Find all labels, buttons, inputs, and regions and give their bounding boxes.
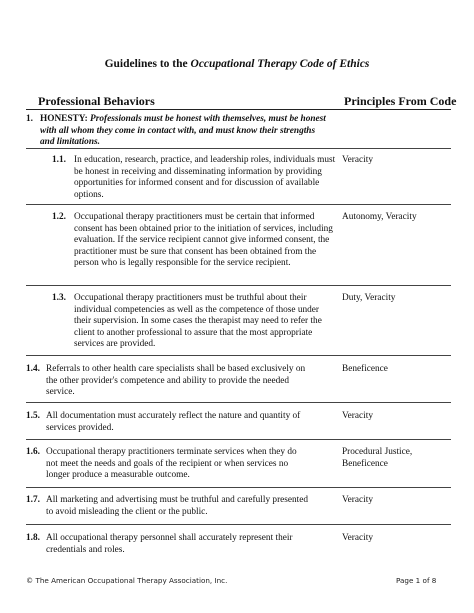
guideline-principle: Autonomy, Veracity	[342, 212, 417, 222]
guideline-number: 1.7.	[26, 495, 40, 505]
guideline-number: 1.1.	[52, 155, 66, 165]
guideline-text: In education, research, practice, and leadership roles, individuals must be honest in receiving and disseminating information by providing opportunities for informed consent and for discussion of available options.	[74, 155, 336, 200]
guideline-principle: Veracity	[342, 155, 373, 165]
section-number: 1.	[26, 114, 33, 124]
row-divider	[26, 487, 451, 488]
guideline-number: 1.8.	[26, 533, 40, 543]
guideline-text: All marketing and advertising must be truthful and carefully presented to avoid misleading the client or the public.	[46, 495, 309, 517]
guideline-text: Occupational therapy practitioners terminate services when they do not meet the needs and goals of the recipient or when services no longer produce a measurable outcome.	[46, 447, 297, 481]
guideline-number: 1.5.	[26, 411, 40, 421]
guideline-text: Occupational therapy practitioners must be certain that informed consent has been obtained prior to the initiation of services, including evaluation. If the service recipient cannot give informed consent, the practitioner must be sure that consent has been obtained from the person who is legally responsible for the service recipient.	[74, 212, 333, 269]
footer-page-number: Page 1 of 8	[396, 576, 437, 585]
guideline-number: 1.3.	[52, 293, 66, 303]
row-divider	[26, 204, 451, 205]
guideline-principle: Duty, Veracity	[342, 293, 396, 303]
guideline-text: All occupational therapy personnel shall accurately represent their credentials and roles.	[46, 533, 293, 555]
header-divider	[26, 109, 451, 110]
row-divider	[26, 439, 451, 440]
page-title-italic: Occupational Therapy Code of Ethics	[190, 58, 370, 70]
guideline-text: Referrals to other health care specialists shall be based exclusively on the other provider's competence and ability to provide the needed service.	[46, 364, 306, 398]
page-title-prefix: Guidelines to the	[104, 58, 191, 70]
guideline-principle: Beneficence	[342, 364, 388, 374]
row-divider	[26, 524, 451, 525]
guideline-principle: Veracity	[342, 533, 373, 543]
guideline-text: Occupational therapy practitioners must be truthful about their individual competencies as well as the competence of those under their supervision. In some cases the therapist may need to refer the client to another professional to assure that the most appropriate services are provided.	[74, 293, 322, 350]
guideline-text: All documentation must accurately reflect the nature and quantity of services provided.	[46, 411, 301, 433]
page-title	[0, 58, 474, 70]
footer-copyright: © The American Occupational Therapy Association, Inc.	[26, 576, 228, 585]
row-divider	[26, 355, 451, 356]
guideline-principle: Veracity	[342, 411, 373, 421]
column-header-professional-behaviors: Professional Behaviors	[38, 94, 155, 108]
guideline-number: 1.6.	[26, 447, 40, 457]
row-divider	[26, 285, 451, 286]
section-honesty	[26, 114, 326, 149]
guideline-principle: Procedural Justice, Beneficence	[342, 447, 413, 469]
guideline-number: 1.4.	[26, 364, 40, 374]
guideline-number: 1.2.	[52, 212, 66, 222]
guideline-principle: Veracity	[342, 495, 373, 505]
row-divider	[26, 402, 451, 403]
section-divider	[26, 148, 451, 149]
section-label: HONESTY:	[40, 114, 88, 124]
column-header-principles: Principles From Code	[344, 94, 457, 108]
section-text: Professionals must be honest with themselves, must be honest with all whom they come in contact with, and must know their strengths and limitations.	[40, 114, 326, 147]
